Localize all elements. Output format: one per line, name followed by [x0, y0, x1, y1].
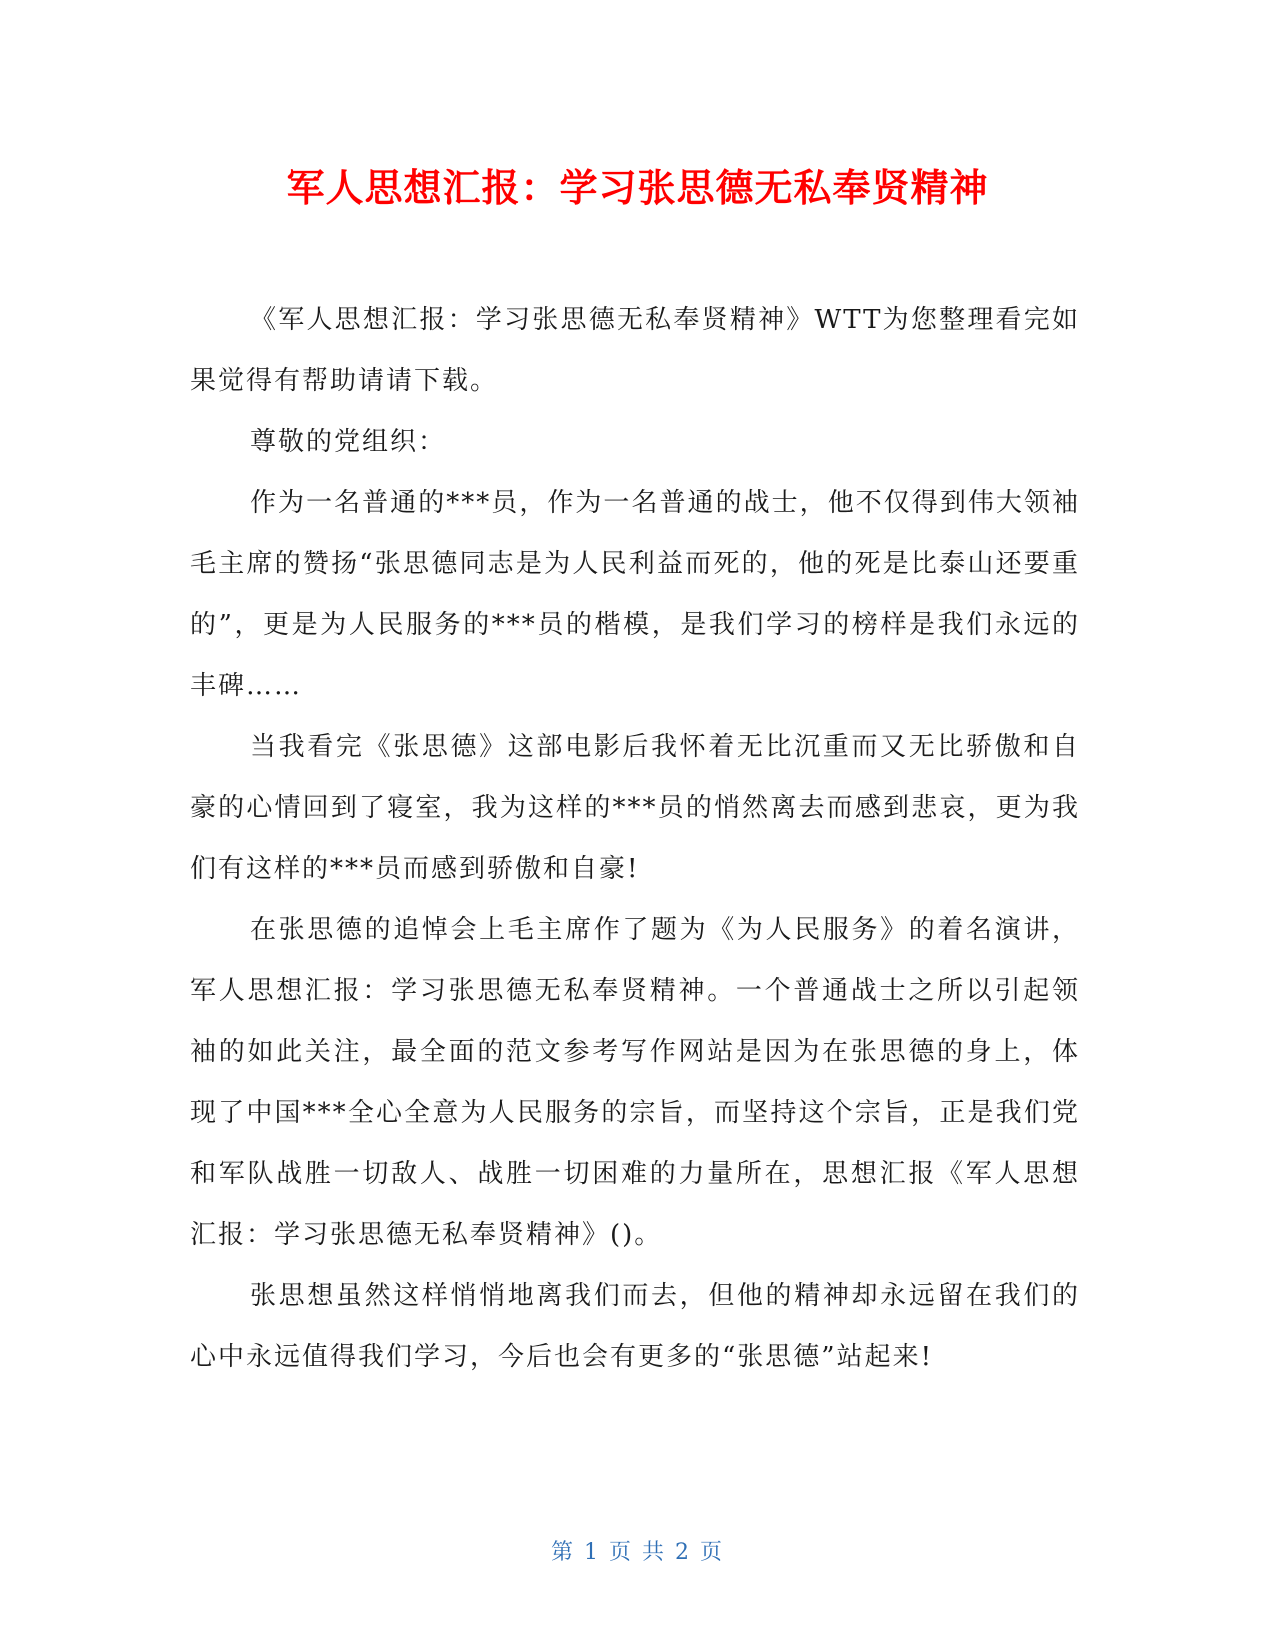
- paragraph-body-3: 在张思德的追悼会上毛主席作了题为《为人民服务》的着名演讲，军人思想汇报：学习张思德无私奉贤精神。一个普通战士之所以引起领袖的如此关注，最全面的范文参考写作网站是因为在张思德的身上，体现了中国***全心全意为人民服务的宗旨，而坚持这个宗旨，正是我们党和军队战胜一切敌人、战胜一切困难的力量所在，思想汇报《军人思想汇报：学习张思德无私奉贤精神》()。: [190, 915, 1080, 1250]
- paragraph-intro: 《军人思想汇报：学习张思德无私奉贤精神》WTT为您整理看完如果觉得有帮助请请下载。: [190, 305, 1080, 396]
- paragraph-salutation: 尊敬的党组织：: [250, 427, 447, 457]
- document-title: 军人思想汇报：学习张思德无私奉贤精神: [286, 166, 989, 210]
- paragraph-body-1: 作为一名普通的***员，作为一名普通的战士，他不仅得到伟大领袖毛主席的赞扬“张思德同志是为人民利益而死的，他的死是比泰山还要重的”，更是为人民服务的***员的楷模，是我们学习的榜样是我们永远的丰碑……: [190, 488, 1080, 701]
- paragraph-body-2: 当我看完《张思德》这部电影后我怀着无比沉重而又无比骄傲和自豪的心情回到了寝室，我为这样的***员的悄然离去而感到悲哀，更为我们有这样的***员而感到骄傲和自豪!: [190, 732, 1080, 884]
- document-body: [190, 290, 1080, 1388]
- paragraph-body-4: 张思想虽然这样悄悄地离我们而去，但他的精神却永远留在我们的心中永远值得我们学习，今后也会有更多的“张思德”站起来!: [190, 1281, 1080, 1372]
- page-number: 第 1 页 共 2 页: [551, 1540, 724, 1565]
